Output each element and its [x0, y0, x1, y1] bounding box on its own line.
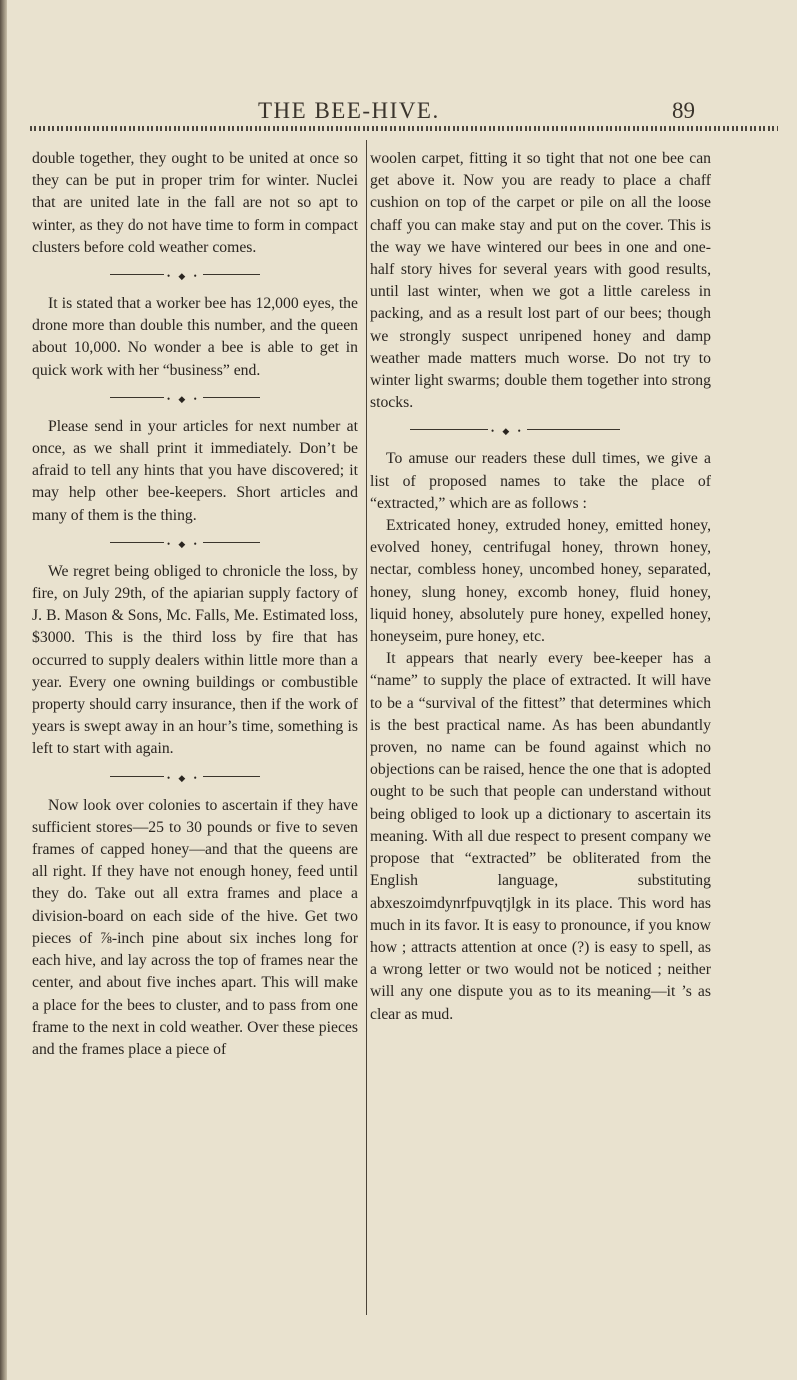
- paragraph: We regret being obliged to chronicle the loss, by fire, on July 29th, of the apiarian supply factory of J. B. Mason & Sons, Mc. Falls, Me. Estimated loss, $3000. This is the third loss by fire that has occurred to supply dealers within little more than a year. Every one owning buildings or combustible property should carry insurance, then if the work of years is swept away in an hour’s time, something is left to start with again.: [32, 562, 358, 758]
- paragraph: It appears that nearly every bee-keeper has a “name” to supply the place of extracted. It will have to be a “survival of the fittest” that determines which is the best practical name. As has been abundantly proven, no name can be found against which no objections can be raised, hence the one that is adopted ought to be such that people can understand without being obliged to look up a dictionary to ascertain its meaning. With all due respect to present company we propose that “extracted” be obliterated from the English language, substituting abxeszoimdynrfpuvqtjlgk in its place. This word has much in its favor. It is easy to pronounce, if you know how ; attracts attention at once (?) is easy to spell, as a wrong letter or two would not be noticed ; neither will any one dispute you as to its meaning—it ’s as clear as mud.: [370, 650, 711, 1023]
- page-binding-edge: [0, 0, 7, 1380]
- section-ornament: [32, 264, 358, 286]
- page-number: 89: [672, 98, 695, 123]
- paragraph: To amuse our readers these dull times, we give a list of proposed names to take the place of “extracted,” which are as follows :: [370, 450, 711, 512]
- section-ornament: [370, 419, 711, 441]
- paragraph: woolen carpet, fitting it so tight that not one bee can get above it. Now you are ready to place a chaff cushion on top of the carpet or pile on all the loose chaff you can make stay and put on the cover. This is the way we have wintered our bees in one and one-half story hives for several years with good results, until last winter, when we got a little careless in packing, and as a result lost part of our bees; though we strongly suspect unripened honey and damp weather made matters much worse. Do not try to winter light swarms; double them together into strong stocks.: [370, 150, 711, 412]
- column-divider: [366, 140, 367, 1315]
- section-ornament: [32, 387, 358, 409]
- paragraph: Extricated honey, extruded honey, emitted honey, evolved honey, centrifugal honey, thrown honey, nectar, combless honey, uncombed honey, separated, honey, slung honey, excomb honey, fluid honey, liquid honey, absolutely pure honey, expelled honey, honeyseim, pure honey, etc.: [370, 517, 711, 646]
- paragraph: Now look over colonies to ascertain if they have sufficient stores—25 to 30 pounds or five to seven frames of capped honey—and that the queens are all right. If they have not enough honey, feed until they do. Take out all extra frames and place a division-board on each side of the hive. Get two pieces of ⅞-inch pine about six inches long for each hive, and lay across the top of frames near the center, and about five inches apart. This will make a place for the bees to cluster, and to pass from one frame to the next in cold weather. Over these pieces and the frames place a piece of: [32, 796, 358, 1058]
- paragraph: double together, they ought to be united at once so they can be put in proper trim for winter. Nuclei that are united late in the fall are not so apt to winter, as they do not have time to form in compact clusters before cold weather comes.: [32, 150, 358, 256]
- section-ornament: [32, 766, 358, 788]
- header-rule: [30, 126, 778, 131]
- running-title: THE BEE-HIVE.: [258, 98, 440, 123]
- section-ornament: [32, 532, 358, 554]
- paragraph: Please send in your articles for next number at once, as we shall print it immediately. Don’t be afraid to tell any hints that you have discovered; it may help other bee-keepers. Short articles and many of them is the thing.: [32, 417, 358, 524]
- right-column: [370, 148, 711, 1026]
- paragraph: It is stated that a worker bee has 12,000 eyes, the drone more than double this number, and the queen about 10,000. No wonder a bee is able to get in quick work with her “business” end.: [32, 295, 358, 379]
- left-column: [32, 148, 358, 1061]
